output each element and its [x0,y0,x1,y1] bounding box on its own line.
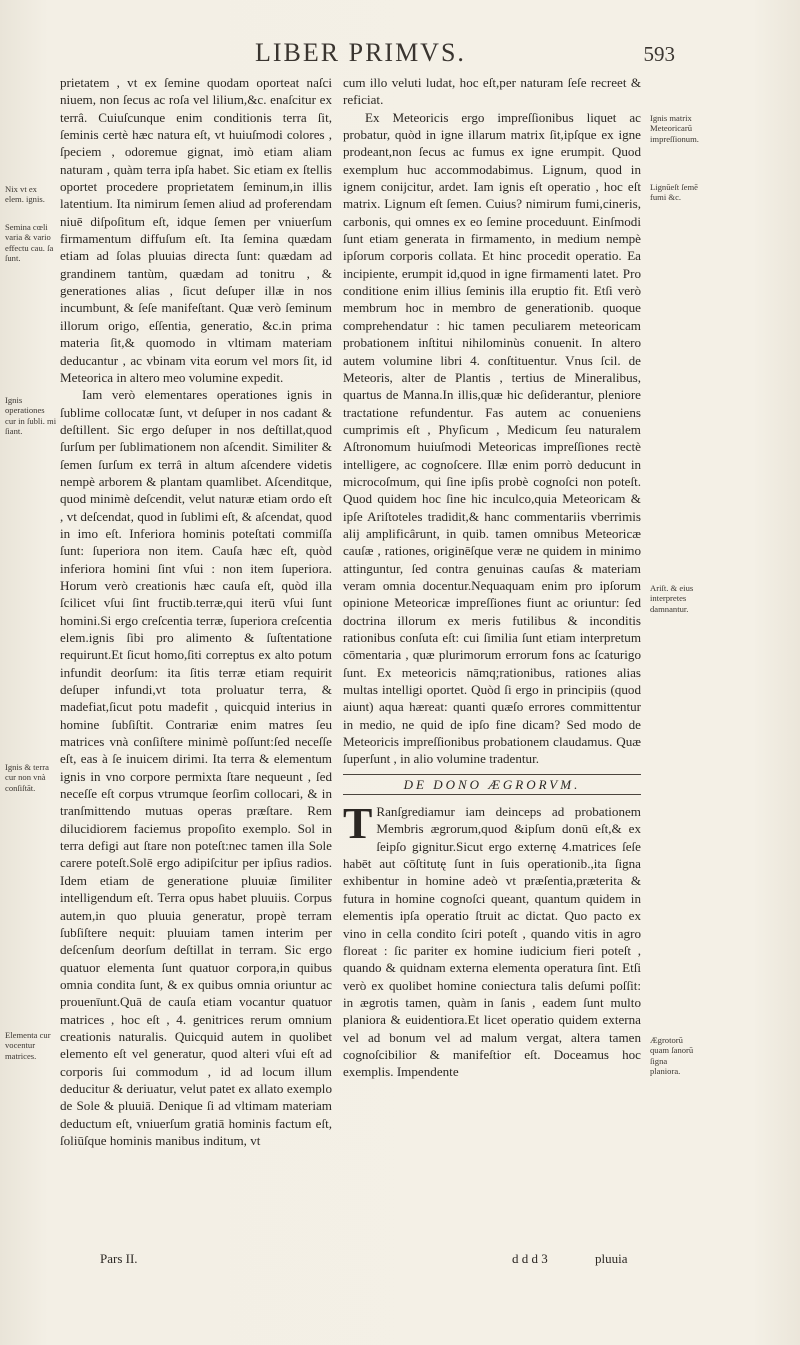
paragraph: cum illo veluti ludat, hoc eſt,per naturam ſeſe recreet & reficiat. [343,75,641,108]
drop-cap: T [343,799,373,849]
marginal-note: Ignis & terra cur non vnà conſiſtāt. [5,762,49,793]
marginal-note: Lignūeſt ſemē fumi &c. [650,182,698,203]
paragraph: Ranſgrediamur iam deinceps ad probationem Membris ægrorum,quod &ipſum donū eſt,& ex ſeipſo gignitur.Sicut ergo externę 4.matrices ſeſe habēt aut cōſtitutę ſunt in ſuis operationib.,ita ſigna exhibentur in homine adeò vt præſentia,præterita & futura in homine cognoſci queant, quantum quidem in elementis ipſa operatio ſtruit ac dictat. Quo pacto ex vino in cella condito ſciri poteſt , quando vitis in agro floreat : ſic pariter ex homine iudicium fieri poteſt , quando & quidnam externa elementa operatura ſint. Etſi verò ex quolibet homine coniectura talis deſumi poſſit: in ægrotis tamen, quàm in ſanis , eadem ſunt multo planiora & euidentiora.Et licet operatio quidem externa vel ad bonum vel ad malum vergat, altera tamen cognoſcibilior & manifeſtior eſt. Doceamus hoc exemplis. Impendente [343,804,641,1080]
marginal-note: Nix vt ex elem. ignis. [5,184,45,205]
marginal-note: Ægrotorū quam ſanorū ſigna planiora. [650,1035,694,1077]
marginal-note: Elementa cur vocentur matrices. [5,1030,51,1061]
paragraph: Iam verò elementares operationes ignis in ſublime collocatæ ſunt, vt deſuper in nos cadant & deſtillent. Sic ergo deſuper in nos deſtillat,quod ſurſum per ſublimationem non aſcendit. Similiter & ſemen ſurſum ex terrâ in altum aſcendere videtis nempè arborem & plantam quamlibet. Aſcenditque, quod minimè deſcendit, velut naturæ etiam ordo eſt , vt deſcendat, quod in ſublimi eſt, & aſcendat, quod in imo eſt. Inferiora hominis poteſtati commiſſa ſunt: ſuperiora non item. Cauſa hæc eſt, quòd inferiora homini ſint vſui : non item ſuperiora. Horum verò creationis hæc cauſa eſt, quòd illa ſcilicet vſui ſint fructib.terræ,qui iterū vſui ſunt homini.Si ergo creſcentia terræ, ſuperiora creſcentia elem.ignis ſibi pro alimento & ſuſtentatione requirunt.Et ſicut homo,ſiti correptus ex alto potum infundit deorſum: ita ſitis terræ etiam requirit deſuper infundi,vt tota proluatur terra, & madefiat,ſicut potu madefit , quicquid interius in homine ſubſiſtit. Contrariæ enim matres ſeu matrices vnà conſiſtere minimè poſſunt:ſed neceſſe eſt, eas à ſe inuicem dirimi. Ita terra & elementum ignis in vno corpore permixta ſtare nequeunt , ſed neceſſe eſt corpus vtrumque ſeorſim collocari, & in tranſmittendo mutuas operas præſtare. Rem dilucidiorem faciemus propoſito exemplo. Sol in terra defigi aut ſtare non poteſt:nec tamen illa Sole carere poteſt.Solē ergo adipiſcitur per ipſius radios. Idem etiam de generatione pluuiæ ſimiliter intelligendum eſt. Terra opus habet pluuiis. Corpus autem,in quo pluuia generatur, propè terram ſubſiſtere nequit: pluuiam tamen interim per deſcenſum deorſum deſtillat in terram. Sic ergo quatuor elementa ſunt quatuor corpora,in quibus omnia condita ſunt, & ex quibus omnia oriuntur ac prouenīunt.Quā de cauſa etiam vocantur quatuor matrices , hoc eſt , 4. genitrices rerum omnium creationis naturalis. Quicquid autem in quolibet elemento eſt vel generatur, quod alteri vſui eſt ad corporis ſui commodum , id ad locum illum deducitur & deriuatur, velut patet ex allato exemplo de Sole & pluuiā. Denique ſi ad vltimam materiam deductum eſt, vniuerſum gratiā hominis factum eſt, ſoliūſque hominis manibus inditum, vt [60,387,332,1148]
paragraph: prietatem , vt ex ſemine quodam oporteat naſci niuem, non ſecus ac roſa vel lilium,&c. enaſcitur ex terrâ. Cuiuſcunque enim conditionis terra ſit, ſeminis certè hæc natura eſt, vt huiuſmodi colores , ſpeciem , odoremue gignat, imò etiam aliam naturam , quàm terra ipſa habet. Sic etiam ex ſtellis oportet procedere proprietatem ſeminum,in illis latentium. Ita nimirum ſemen aliud ad proferendam niuē diſpoſitum eſt, idque ſemen per vniuerſum firmamentum diffuſum eſt. Ita ſemina quædam etiam ad ſolas pluuias directa ſunt: quædam ad grandinem tantùm, quædam ad tonitru , & generationes alias , ſicut deſuper illæ in nos incumbunt, & ſeſe manifeſtant. Quæ verò ſeminum illorum origo, eſſentia, generatio, &c.in prima materia ſit,& quomodo in vltimam materiam deducantur , ac vbinam vita eorum vel mors ſit, id Meteorica in altero meo volumine expedit. [60,75,332,385]
marginal-note: Ariſt. & eius interpretes damnantur. [650,583,694,614]
running-header [255,38,675,68]
page-number: 593 [643,42,675,66]
signature-mark: Pars II. [100,1251,138,1266]
paragraph: Ex Meteoricis ergo impreſſionibus liquet ac probatur, quòd in igne illarum matrix ſit,ipſque ex igne prodeant,non ſecus ac fumus ex igne erumpit. Quod exemplum huc accommodabimus. Lignum, quod in ignem conijcitur, ardet. Iam ignis eſt operatio , hoc eſt matrix. Lignum eſt ſemen. Cuius? nimirum fumi,cineris, carbonis, qui omnes ex eo ſemine proceduunt. Einſmodi ſunt etiam generata in firmamento, in medium nempè ipſorum corporis collata. Et hinc procedit operatio. Ea incipiente, erumpit id,quod in igne firmamenti latet. Pro conditione enim illius ſeminis illa eruptio fit. Etſi verò membrum hoc in membro de generationib. quoque comprehendatur : hic tamen peculiarem meteoricam probationem inſtitui nihilominùs conuenit. In altero autem volumine libri 4. conſtituentur. Vnus ſcil. de Meteoris, alter de Plantis , tertius de Mineralibus, quartus de Manna.In illis,quæ hic deſiderantur, pleniore tractatione refundentur. Fas autem ac conueniens cumprimis eſt , Phyſicum , Medicum ſeu naturalem Aſtronomum huiuſmodi Meteoricas impreſſiones rectè intelligere, ac cognoſcere. Illæ enim porrò deducunt in microcoſmum, qui ſine ipſis probè cognoſci non poteſt. Quod quidem hoc ſine hic inculco,quia Meteoricam & ipſe Ariſtoteles tradidit,& hanc commentariis vberrimis alij amplificârunt, in quib. tamen omnibus Meteoricæ cauſæ , rationes, originēſque veræ ne quidem in minimo attinguntur, ſed contra genuinas cauſas & materiam veram omnia docentur.Nequaquam enim pro ipſorum opinione Meteoricæ impreſſiones fiunt ac oriuntur: ſed doctrina illorum ex meris futilibus & inconditis rationibus conſuta eſt: cui ſimilia ſunt etiam interpretum cōmentaria , quæ plurimorum errorum fons ac ſcaturigo ſunt. Ex meteoricis nāmq;rationibus, rationes alias multas intelligi oportet. Quòd ſi ergo in principiis (quod aiunt) aqua hæreat: quanti quæſo errores committentur in medio, ne quid de ipſo fine dicam? Sed modo de Meteoricis impreſſionibus probationem claudamus. Quæ ſuperſunt , in alio volumine tradentur. [343,109,641,767]
marginal-note: Ignis matrix Meteoricarū impreſſionum. [650,113,699,144]
section-heading: DE DONO ÆGRORVM. [343,774,641,795]
catchword: pluuia [595,1251,628,1266]
marginal-note: Ignis operationes cur in ſubli. mi ſiant. [5,395,57,437]
running-title: LIBER PRIMVS. [255,38,466,67]
marginal-note: Semina cœli varia & vario effectu cau. ſa ſunt. [5,222,54,264]
signature-mark: d d d 3 [512,1251,548,1266]
right-column [343,74,641,1081]
left-column [60,74,332,1149]
